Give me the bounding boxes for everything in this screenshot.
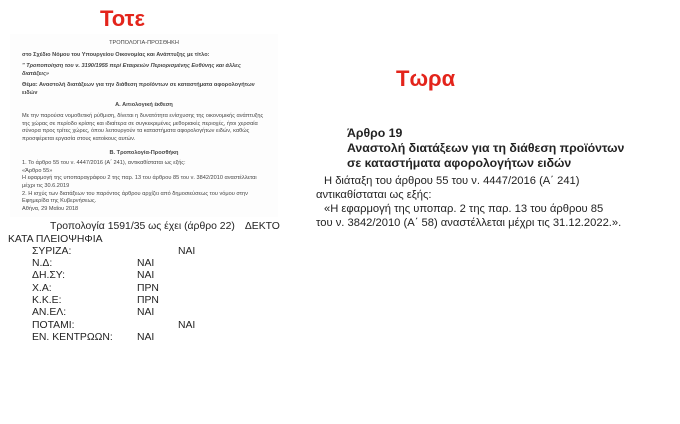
- then-column: [6, 34, 286, 344]
- party-vote: ΝΑΙ: [137, 331, 155, 343]
- party-name: Ν.Δ:: [32, 258, 53, 270]
- old-item1-quote: «Άρθρο 55»: [22, 167, 53, 174]
- para2-line1: «Η εφαρμογή της υποπαρ. 2 της παρ. 13 του άρθρου 85: [324, 203, 604, 215]
- party-vote-row: [6, 320, 286, 332]
- party-vote: ΠΡΝ: [137, 295, 159, 307]
- party-vote-row: [6, 332, 286, 344]
- vote-majority: ΚΑΤΑ ΠΛΕΙΟΨΗΦΙΑ: [8, 233, 103, 245]
- party-vote: ΝΑΙ: [137, 258, 155, 270]
- vote-result: ΔΕΚΤΟ: [244, 221, 280, 233]
- old-bill-title: " Τροποποίηση του ν. 3190/1955 περί Εταιρειών Περιορισμένης Ευθύνης και άλλες διατάξεις»: [22, 63, 241, 77]
- then-label: Τοτε: [100, 6, 145, 31]
- para2-line2: του ν. 3842/2010 (Α΄ 58) αναστέλλεται μέχρι τις 31.12.2022.».: [316, 217, 622, 229]
- old-amendment-scan: [10, 34, 278, 217]
- party-name: ΑΝ.ΕΛ:: [32, 307, 67, 319]
- old-item2: 2. Η ισχύς των διατάξεων του παρόντος άρθρου αρχίζει από δημοσιεύσεως του νόμου στην Εφημερίδα της Κυβερνήσεως.: [22, 190, 248, 205]
- party-vote-row: [6, 307, 286, 319]
- party-vote: ΝΑΙ: [137, 307, 155, 319]
- party-vote-row: [6, 283, 286, 295]
- article-number: Άρθρο 19: [347, 126, 403, 140]
- old-bill: στο Σχέδιο Νόμου του Υπουργείου Οικονομίας και Ανάπτυξης με τίτλο:: [22, 51, 210, 58]
- party-vote: ΝΑΙ: [178, 319, 196, 331]
- vote-title: Τροπολογία 1591/35 ως έχει (άρθρο 22): [50, 221, 235, 233]
- old-item1-text: Η εφαρμογή της υποπαραγράφου 2 της παρ. 13 του άρθρου 85 του ν. 3842/2010 αναστέλλεται μέχρι τις 30.6.2019: [22, 175, 257, 189]
- para1-line1: Η διάταξη του άρθρου 55 του ν. 4447/2016 (Α΄ 241): [324, 175, 580, 187]
- vote-results: [6, 221, 286, 344]
- article-title-2: σε καταστήματα αφορολογήτων ειδών: [347, 156, 572, 170]
- party-name: ΣΥΡΙΖΑ:: [32, 245, 72, 257]
- party-vote-row: [6, 258, 286, 270]
- party-name: Χ.Α:: [32, 282, 52, 294]
- para1-line2: αντικαθίσταται ως εξής:: [316, 189, 432, 201]
- old-section-a-text: Με την παρούσα νομοθετική ρύθμιση, δίνεται η δυνατότητα ενίσχυσης της οικονομικής ανάπτυξης της χώρας σε περίοδο κρίσης και ιδιαίτερα σε συγκεκριμένες μεθοριακές περιοχές, ήτοι χερσαία σύνορα προς τρίτες χώρες, όπου λειτουργούν τα καταστήματα αφορολογήτων ειδών, καθώς προσφέρεται εργασία στους κατοίκους αυτών.: [22, 113, 264, 142]
- party-name: ΠΟΤΑΜΙ:: [32, 319, 75, 331]
- new-law-text: [300, 126, 676, 230]
- party-vote-row: [6, 295, 286, 307]
- party-vote: ΝΑΙ: [178, 245, 196, 257]
- article-title-1: Αναστολή διατάξεων για τη διάθεση προϊόντων: [347, 141, 625, 155]
- old-subject: Θέμα: Αναστολή διατάξεων για την διάθεση προϊόντων σε καταστήματα αφορολογήτων ειδών: [22, 82, 255, 96]
- old-section-a: Α. Αιτιολογική έκθεση: [115, 101, 173, 108]
- party-vote-row: [6, 270, 286, 282]
- party-vote: ΠΡΝ: [137, 282, 159, 294]
- party-vote: ΝΑΙ: [137, 270, 155, 282]
- old-date: Αθήνα, 29 Μαΐου 2018: [22, 205, 79, 212]
- party-vote-row: [6, 246, 286, 258]
- old-item1: 1. Το άρθρο 55 του ν. 4447/2016 (Α΄ 241), αντικαθίσταται ως εξής:: [22, 160, 186, 167]
- old-heading: ΤΡΟΠΟΛΟΓΙΑ-ΠΡΟΣΘΗΚΗ: [109, 40, 179, 46]
- old-section-b: Β. Τροπολογία-Προσθήκη: [109, 149, 179, 156]
- party-name: Κ.Κ.Ε:: [32, 295, 62, 307]
- party-name: ΔΗ.ΣΥ:: [32, 270, 65, 282]
- now-label: Τωρα: [396, 66, 456, 91]
- party-name: ΕΝ. ΚΕΝΤΡΩΩΝ:: [32, 331, 113, 343]
